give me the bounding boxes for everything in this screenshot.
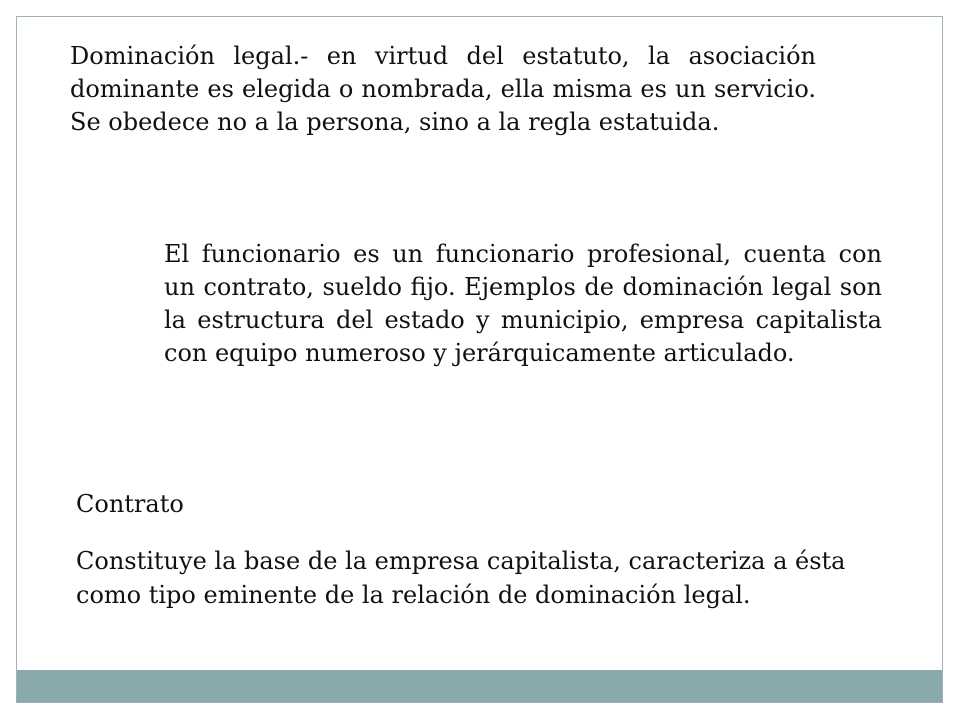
heading-contract: Contrato bbox=[76, 490, 184, 518]
paragraph-official: El funcionario es un funcionario profesional, cuenta con un contrato, sueldo fijo. Ejemplos de dominación legal son la estructura del estado y municipio, empresa capitalista con equipo numeroso y jerárquicamente articulado. bbox=[164, 240, 882, 367]
paragraph-contract: Constituye la base de la empresa capitalista, caracteriza a ésta como tipo eminente de la relación de dominación legal. bbox=[76, 547, 846, 609]
footer-bar bbox=[17, 670, 942, 702]
paragraph-legal-domination: Dominación legal.- en virtud del estatuto, la asociación dominante es elegida o nombrada, ella misma es un servicio. Se obedece no a la persona, sino a la regla estatuida. bbox=[70, 42, 816, 136]
